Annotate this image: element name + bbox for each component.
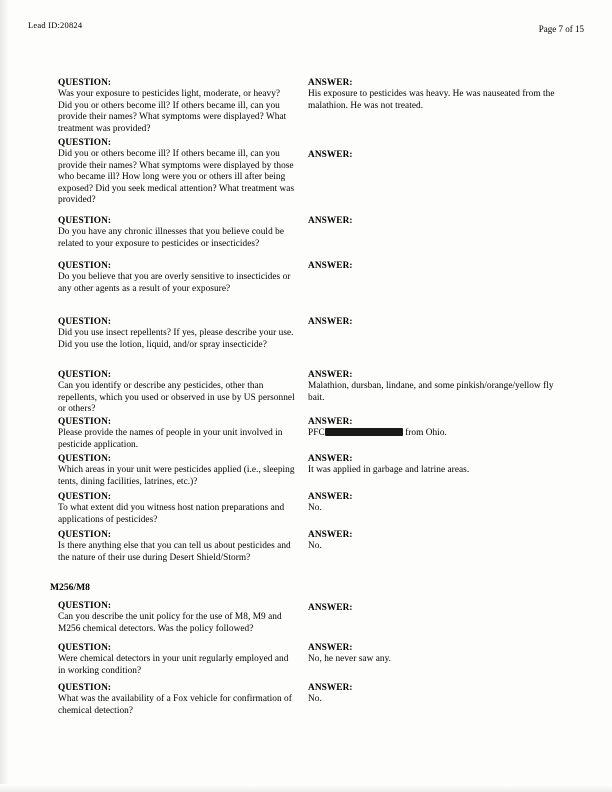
question-text: To what extent did you witness host nation preparations and applications of pesticides?: [58, 503, 285, 525]
question-label: QUESTION:: [58, 261, 112, 271]
question-block: [58, 78, 296, 135]
answer-label: ANSWER:: [308, 417, 353, 427]
question-block: [58, 643, 296, 677]
question-label: QUESTION:: [58, 454, 112, 464]
qa-row: [0, 370, 612, 417]
question-block: [58, 417, 296, 451]
question-block: [58, 683, 296, 717]
question-block: [58, 261, 296, 295]
qa-row: [0, 317, 612, 370]
answer-block: [308, 603, 558, 614]
answer-label: ANSWER:: [308, 454, 353, 464]
answer-block: [308, 78, 558, 112]
question-text: Can you describe the unit policy for the use of M8, M9 and M256 chemical detectors. Was the policy followed?: [58, 612, 282, 634]
qa-content: [0, 70, 612, 723]
question-text: Was your exposure to pesticides light, moderate, or heavy? Did you or others become ill? If others became ill, can you provide their names? What symptoms were displayed? What treatment was provided?: [58, 89, 287, 134]
question-block: [58, 317, 296, 351]
answer-block: [308, 643, 558, 666]
question-label: QUESTION:: [58, 601, 112, 611]
answer-label: ANSWER:: [308, 643, 353, 653]
answer-block: [308, 261, 558, 272]
question-label: QUESTION:: [58, 138, 112, 148]
question-label: QUESTION:: [58, 530, 112, 540]
question-text: Is there anything else that you can tell us about pesticides and the nature of their use during Desert Shield/Storm?: [58, 541, 291, 563]
redaction-bar: [325, 428, 403, 436]
answer-block: [308, 530, 558, 553]
question-block: [58, 454, 296, 488]
answer-text: Malathion, dursban, lindane, and some pinkish/orange/yellow fly bait.: [308, 381, 554, 403]
answer-text: No, he never saw any.: [308, 654, 392, 664]
answer-block: [308, 317, 558, 328]
question-block: [58, 138, 296, 207]
answer-block: [308, 417, 558, 440]
question-label: QUESTION:: [58, 216, 112, 226]
answer-label: ANSWER:: [308, 317, 353, 327]
question-block: [58, 492, 296, 526]
question-text: Do you believe that you are overly sensitive to insecticides or any other agents as a result of your exposure?: [58, 272, 291, 294]
question-label: QUESTION:: [58, 78, 112, 88]
lead-id: Lead ID:20824: [28, 20, 83, 30]
question-text: Did you or others become ill? If others became ill, can you provide their names? What symptoms were displayed by those who became ill? How long were you or others ill after being exposed? Did you seek medical attention? What treatment was provided?: [58, 149, 295, 206]
question-label: QUESTION:: [58, 417, 112, 427]
qa-row: [0, 70, 612, 138]
answer-text-redacted: [308, 428, 558, 440]
qa-row: [0, 643, 612, 683]
question-text: Were chemical detectors in your unit regularly employed and in working condition?: [58, 654, 289, 676]
qa-row: [0, 261, 612, 317]
question-block: [58, 216, 296, 250]
answer-label: ANSWER:: [308, 78, 353, 88]
section-heading: M256/M8: [50, 582, 90, 593]
question-text: Which areas in your unit were pesticides applied (i.e., sleeping tents, dining facilities, latrines, etc.)?: [58, 465, 295, 487]
answer-block: [308, 454, 558, 477]
answer-block: [308, 216, 558, 227]
answer-prefix: PFC: [308, 428, 325, 438]
answer-text: No.: [308, 503, 322, 513]
question-label: QUESTION:: [58, 683, 112, 693]
answer-label: ANSWER:: [308, 530, 353, 540]
page-number: Page 7 of 15: [538, 24, 584, 34]
answer-text: His exposure to pesticides was heavy. He was nauseated from the malathion. He was not treated.: [308, 89, 555, 111]
question-block: [58, 370, 296, 416]
answer-label: ANSWER:: [308, 261, 353, 271]
answer-text: No.: [308, 541, 322, 551]
answer-text: No.: [308, 694, 322, 704]
question-label: QUESTION:: [58, 370, 112, 380]
question-block: [58, 530, 296, 564]
answer-label: ANSWER:: [308, 492, 353, 502]
answer-label: ANSWER:: [308, 603, 353, 613]
question-text: Did you use insect repellents? If yes, please describe your use. Did you use the lotion, liquid, and/or spray insecticide?: [58, 328, 294, 350]
answer-block: [308, 150, 558, 161]
answer-block: [308, 683, 558, 706]
answer-label: ANSWER:: [308, 150, 353, 160]
answer-suffix: from Ohio.: [405, 428, 447, 438]
answer-label: ANSWER:: [308, 216, 353, 226]
question-label: QUESTION:: [58, 492, 112, 502]
qa-row: [0, 492, 612, 530]
qa-row: [0, 601, 612, 643]
answer-label: ANSWER:: [308, 370, 353, 380]
qa-row: [0, 683, 612, 723]
question-block: [58, 601, 296, 635]
qa-row: [0, 138, 612, 216]
question-text: What was the availability of a Fox vehicle for confirmation of chemical detection?: [58, 694, 292, 716]
question-text: Please provide the names of people in your unit involved in pesticide application.: [58, 428, 283, 450]
answer-label: ANSWER:: [308, 683, 353, 693]
page-header: [0, 20, 612, 36]
question-label: QUESTION:: [58, 317, 112, 327]
question-label: QUESTION:: [58, 643, 112, 653]
question-text: Can you identify or describe any pesticides, other than repellents, which you used or observed in use by US personnel or others?: [58, 381, 295, 415]
qa-row: [0, 216, 612, 261]
scan-edge-bottom: [0, 784, 612, 792]
qa-row: [0, 530, 612, 582]
qa-row: [0, 454, 612, 492]
question-text: Do you have any chronic illnesses that you believe could be related to your exposure to pesticides or insecticides?: [58, 227, 285, 249]
answer-block: [308, 492, 558, 515]
answer-text: It was applied in garbage and latrine areas.: [308, 465, 470, 475]
qa-row: [0, 417, 612, 454]
section-row: [0, 582, 612, 601]
answer-block: [308, 370, 558, 404]
